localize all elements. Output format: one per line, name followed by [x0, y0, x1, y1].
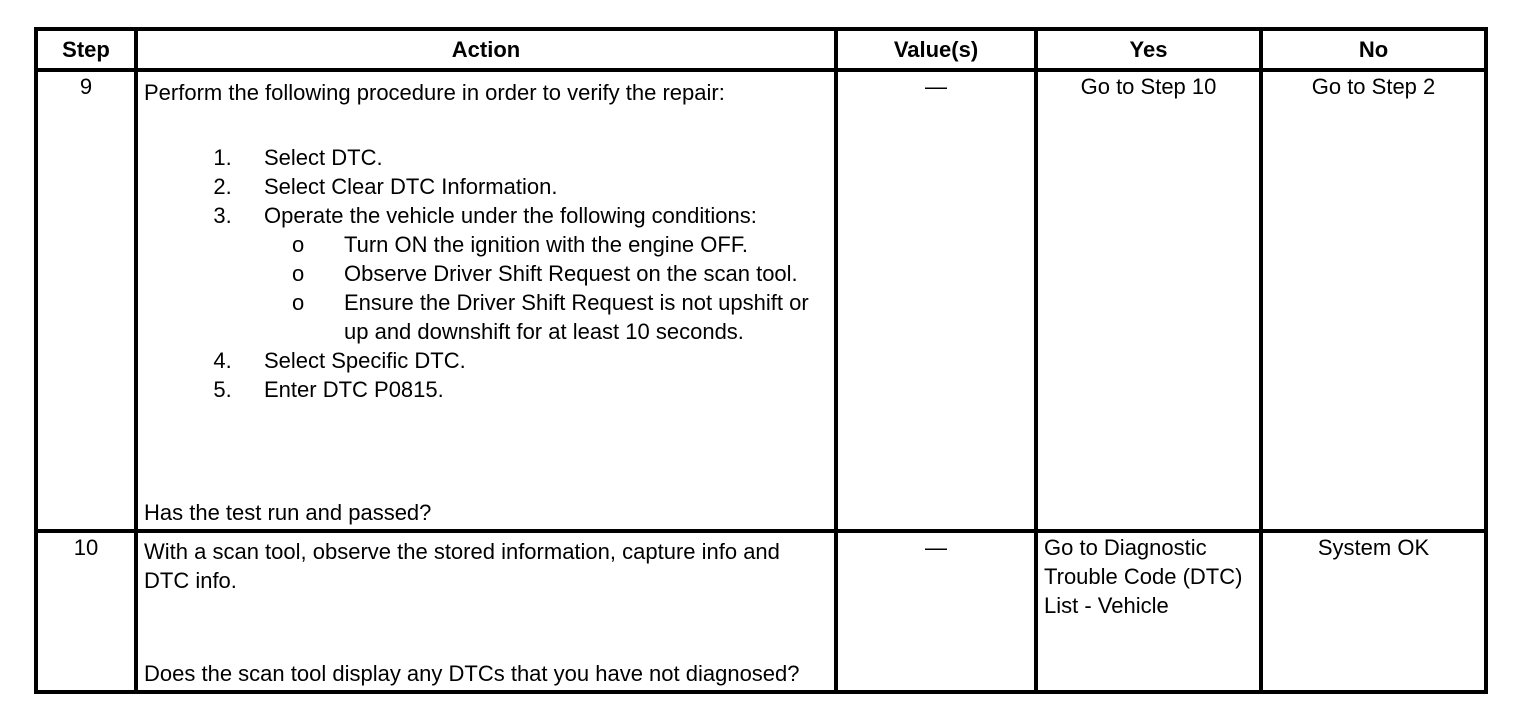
condition-item: o Turn ON the ignition with the engine OFF. [292, 232, 748, 257]
action-text: With a scan tool, observe the stored information, capture info and DTC info. [144, 539, 780, 593]
action-question: Has the test run and passed? [144, 500, 432, 525]
table-row [36, 70, 1486, 531]
no-cell: System OK [1261, 531, 1486, 692]
step-number: 10 [36, 531, 136, 692]
value-cell: — [836, 70, 1036, 531]
diagnostic-table [34, 27, 1488, 694]
action-cell [136, 70, 836, 531]
header-values: Value(s) [836, 29, 1036, 70]
header-row [36, 29, 1486, 70]
yes-cell: Go to Step 10 [1036, 70, 1261, 531]
action-intro: Perform the following procedure in order to verify the repair: [144, 80, 725, 105]
action-question: Does the scan tool display any DTCs that you have not diagnosed? [144, 661, 800, 686]
action-cell [136, 531, 836, 692]
header-action: Action [136, 29, 836, 70]
value-cell: — [836, 531, 1036, 692]
step-number: 9 [36, 70, 136, 531]
yes-cell: Go to Diagnostic Trouble Code (DTC) List - Vehicle [1036, 531, 1261, 692]
procedure-step: 1. Select DTC. [244, 143, 828, 172]
procedure-list [144, 143, 828, 404]
header-yes: Yes [1036, 29, 1261, 70]
header-no: No [1261, 29, 1486, 70]
condition-item: o Observe Driver Shift Request on the scan tool. [292, 261, 798, 286]
procedure-step: 2. Select Clear DTC Information. [244, 172, 828, 201]
procedure-step: 4. Select Specific DTC. [244, 346, 828, 375]
table-row [36, 531, 1486, 692]
no-cell: Go to Step 2 [1261, 70, 1486, 531]
procedure-step: 3. Operate the vehicle under the following conditions: o Turn ON the ignition with the engine OFF. o Observe Driver Shift Request on the scan tool. o Ensure the Driver Shift Request is not upshift or up and downshift for at least 10 seconds. [244, 201, 828, 346]
header-step: Step [36, 29, 136, 70]
condition-list [264, 230, 828, 346]
procedure-step: 5. Enter DTC P0815. [244, 375, 828, 404]
condition-item: o Ensure the Driver Shift Request is not upshift or up and downshift for at least 10 seconds. [292, 290, 809, 344]
